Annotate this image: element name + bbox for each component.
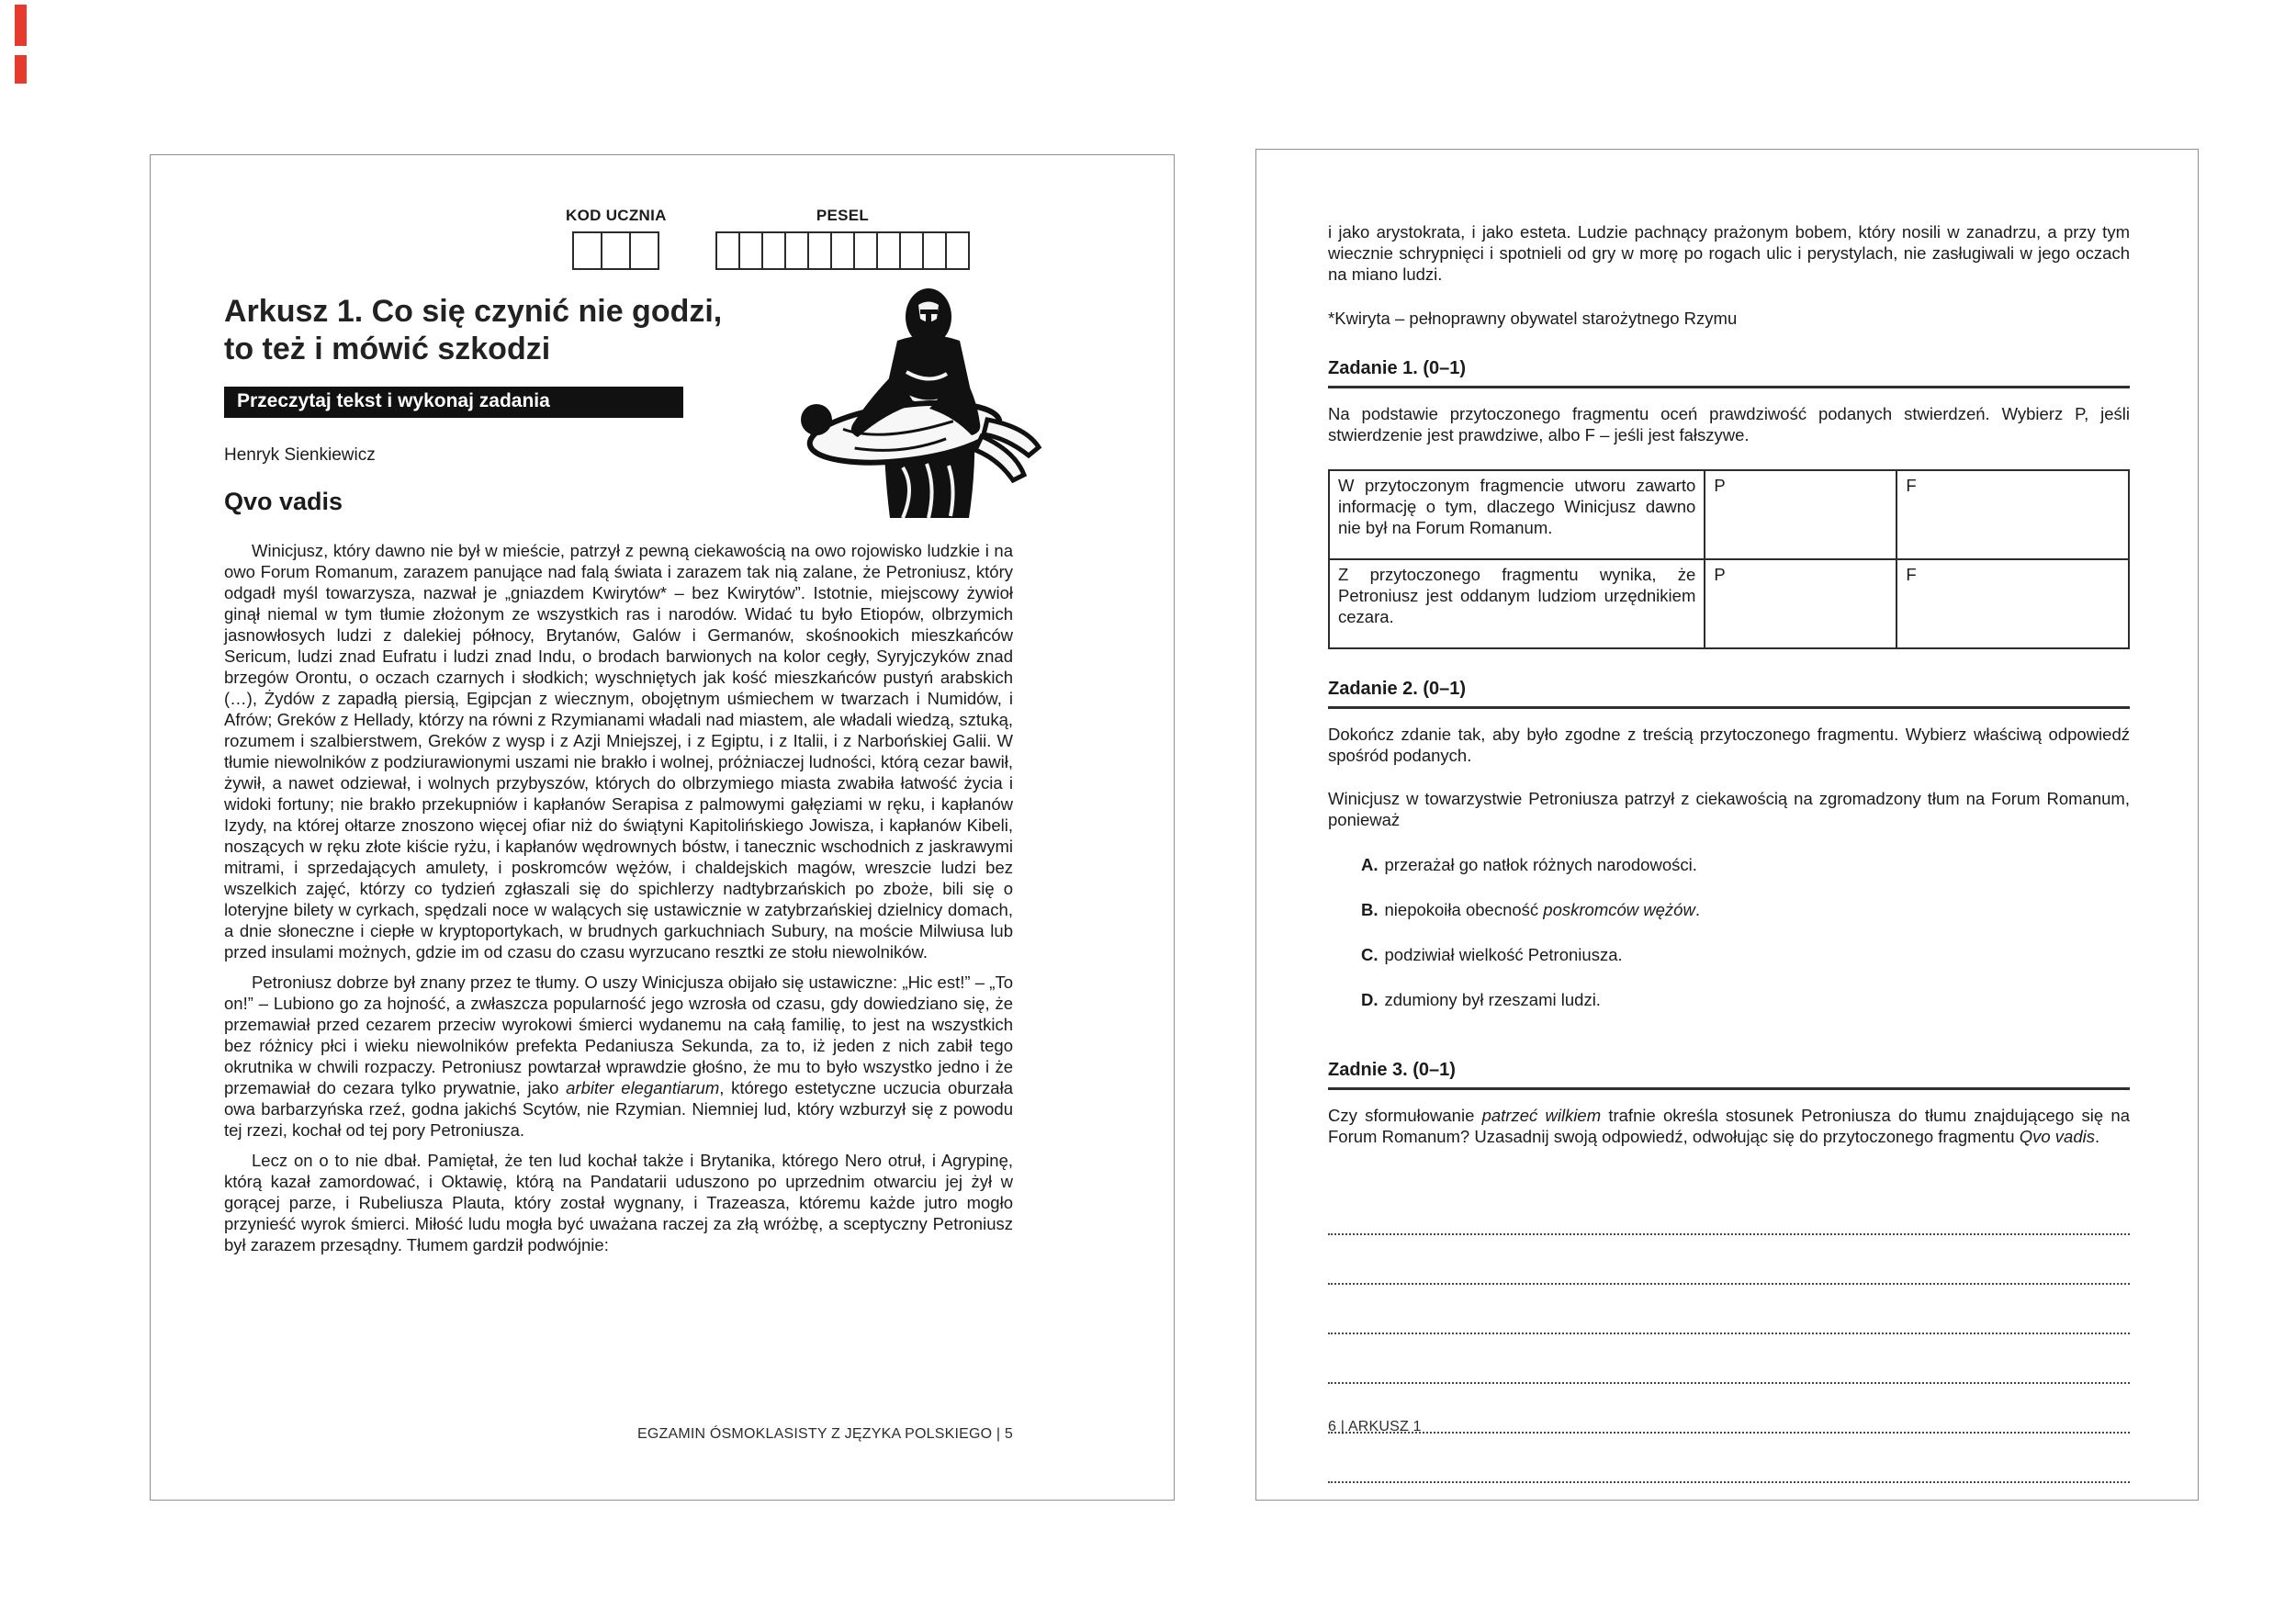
table-row	[1329, 470, 2129, 559]
question-text: trafnie określa stosunek Petroniusza do tłumu znajdującego się na Forum Romanum? Uzasadnij swoją odpowiedź, odwołując się do przytoczonego fragmentu	[1328, 1106, 2130, 1146]
option-text: zdumiony był rzeszami ludzi.	[1384, 990, 1601, 1009]
instruction-banner: Przeczytaj tekst i wykonaj zadania	[224, 387, 683, 418]
pesel-cell	[807, 231, 832, 270]
exam-page-5	[150, 154, 1175, 1501]
kod-ucznia-label: KOD UCZNIA	[566, 207, 667, 224]
answer-option-a[interactable]	[1328, 854, 2130, 875]
answer-line[interactable]	[1328, 1186, 2130, 1235]
option-text-italic: poskromców wężów	[1543, 900, 1695, 919]
exam-page-6	[1255, 149, 2199, 1501]
written-answer-area[interactable]	[1328, 1186, 2130, 1483]
statement-cell: Z przytoczonego fragmentu wynika, że Petroniusz jest oddanym ludziom urzędnikiem cezara.	[1329, 559, 1705, 648]
answer-option-b[interactable]	[1328, 899, 2130, 920]
code-cell	[601, 231, 631, 270]
option-text: niepokoiła obecność	[1384, 900, 1544, 919]
true-false-table	[1328, 469, 2130, 649]
work-title: Qvo vadis	[224, 488, 343, 515]
code-cell	[572, 231, 602, 270]
sheet-title-line-1: Arkusz 1. Co się czynić nie godzi,	[224, 294, 723, 329]
pesel-label: PESEL	[816, 207, 870, 224]
pesel-cell	[715, 231, 740, 270]
pesel-boxes	[715, 231, 970, 270]
pesel-cell	[761, 231, 786, 270]
sheet-title-line-2: to też i mówić szkodzi	[224, 332, 551, 366]
kod-ucznia-boxes	[566, 231, 667, 270]
right-page-content	[1328, 221, 2130, 1483]
option-letter: A.	[1361, 855, 1379, 874]
red-edge-mark	[15, 5, 27, 46]
paragraph-2-text: Petroniusz dobrze był znany przez te tłumy. O uszy Winicjusza obijało się ustawiczne: „Hic est!” – „To on!” – Lubiono go za hojność, a zwłaszcza popularność jego wzrosła od czasu, gdy dowiedziano się, że przemawiał przed cezarem przeciw wyrokowi śmierci wydanemu na całą familię, to jest na wszystkich bez różnicy płci i wieku niewolników prefekta Pedaniusza Sekunda, za to, iż jeden z nich zabił tego okrutnika w chwili rozpaczy. Petroniusz powtarzał wprawdzie głośno, że mu to było wszystko jedno i że przemawiał do cezara tylko prywatnie, jako	[224, 973, 1013, 1097]
answer-option-c[interactable]	[1328, 944, 2130, 965]
author-name: Henryk Sienkiewicz	[224, 445, 376, 465]
answer-line[interactable]	[1328, 1384, 2130, 1434]
question-text: .	[2094, 1127, 2100, 1146]
task-2-instruction: Dokończ zdanie tak, aby było zgodne z treścią przytoczonego fragmentu. Wybierz właściwą odpowiedź spośród podanych.	[1328, 725, 2130, 765]
pesel-cell	[945, 231, 970, 270]
red-edge-mark	[15, 55, 27, 84]
pesel-cell	[853, 231, 878, 270]
false-option-cell[interactable]: F	[1896, 559, 2129, 648]
answer-option-d[interactable]	[1328, 989, 2130, 1010]
pesel-cell	[738, 231, 763, 270]
latin-phrase-italic: arbiter elegantiarum	[566, 1078, 720, 1097]
true-option-cell[interactable]: P	[1705, 470, 1896, 559]
task-2-stem: Winicjusz w towarzystwie Petroniusza patrzył z ciekawością na zgromadzony tłum na Forum Romanum, ponieważ	[1328, 789, 2130, 829]
table-row	[1329, 559, 2129, 648]
left-page-footer: EGZAMIN ÓSMOKLASISTY Z JĘZYKA POLSKIEGO | 5	[636, 1426, 1013, 1442]
excerpt-paragraph-2	[224, 972, 1013, 1141]
question-text: Czy sformułowanie	[1328, 1106, 1482, 1125]
task-2-heading: Zadanie 2. (0–1)	[1328, 679, 2130, 709]
idiom-italic: patrzeć wilkiem	[1481, 1106, 1602, 1125]
task-1-instruction: Na podstawie przytoczonego fragmentu oceń prawdziwość podanych stwierdzeń. Wybierz P, jeśli stwierdzenie jest prawdziwe, albo F – jeśli jest fałszywe.	[1328, 404, 2130, 444]
option-text: .	[1694, 900, 1700, 919]
statement-cell: W przytoczonym fragmencie utworu zawarto informację o tym, dlaczego Winicjusz dawno nie był na Forum Romanum.	[1329, 470, 1705, 559]
option-text: przerażał go natłok różnych narodowości.	[1384, 855, 1697, 874]
pesel-cell	[899, 231, 924, 270]
paragraph-2-text: , którego estetyczne uczucia oburzała owa barbarzyńska rzeź, godna jakichś Scytów, nie Rzymian. Niemniej lud, który wzburzył się z powodu tej rzezi, kochał od tej pory Petroniusza.	[224, 1078, 1013, 1140]
pesel-cell	[830, 231, 855, 270]
option-text: podziwiał wielkość Petroniusza.	[1384, 945, 1623, 964]
excerpt-paragraph-3: Lecz on o to nie dbał. Pamiętał, że ten lud kochał także i Brytanika, którego Nero otruł, i Agrypinę, którą kazał zamordować, i Oktawię, którą na Pandatarii uduszono po uprzednim otwarciu jej żył w gorącej parze, i Rubeliusza Plauta, który został wygnany, i Trazeasza, któremu każde jutro mogło przynieść wyrok śmierci. Miłość ludu mogła być uważana raczej za złą wróżbę, a sceptyczny Petroniusz był zarazem przesądny. Tłumem gardził podwójnie:	[224, 1151, 1013, 1254]
answer-line[interactable]	[1328, 1285, 2130, 1334]
true-option-cell[interactable]: P	[1705, 559, 1896, 648]
work-title-italic: Qvo vadis	[2019, 1127, 2095, 1146]
kwiryta-footnote: *Kwiryta – pełnoprawny obywatel starożytnego Rzymu	[1328, 309, 1738, 328]
answer-line[interactable]	[1328, 1235, 2130, 1285]
option-letter: D.	[1361, 990, 1379, 1009]
code-cell	[629, 231, 659, 270]
excerpt-continuation-paragraph: i jako arystokrata, i jako esteta. Ludzie pachnący prażonym bobem, który nosili w zanadrzu, a przy tym wiecznie schrypnięci i spotnieli od gry w morę po rogach ulic i perystylach, nie zasługiwali w jego oczach na miano ludzi.	[1328, 222, 2130, 284]
pesel-block	[715, 207, 970, 270]
false-option-cell[interactable]: F	[1896, 470, 2129, 559]
right-page-footer: 6 | ARKUSZ 1	[1328, 1419, 1422, 1434]
excerpt-paragraph-1: Winicjusz, który dawno nie był w mieście, patrzył z pewną ciekawością na owo rojowisko ludzkie i na owo Forum Romanum, zarazem panujące nad falą świata i zarazem tak nią zalane, że Petroniusz, który odgadł myśl towarzysza, nazwał je „gniazdem Kwirytów* – bez Kwirytów”. Istotnie, miejscowy żywioł ginął niemal w tym tłumie złożonym ze wszystkich ras i narodów. Widać tu było Etiopów, olbrzymich jasnowłosych ludzi z dalekiej północy, Brytanów, Galów i Germanów, skośnookich mieszkańców Sericum, ludzi znad Eufratu i ludzi znad Indu, o brodach barwionych na kolor cegły, Syryjczyków znad brzegów Orontu, o oczach czarnych i słodkich; wyschniętych jak kość mieszkańców pustyń arabskich (…), Żydów z zapadłą piersią, Egipcjan z wiecznym, obojętnym uśmiechem w twarzach i Numidów, i Afrów; Greków z Hellady, którzy na równi z Rzymianami władali nad miastem, ale władali wiedzą, sztuką, rozumem i szalbierstwem, Greków z wysp i z Azji Mniejszej, i z Egiptu, i z Italii, i z Narbońskiej Galii. W tłumie niewolników z podziurawionymi uszami nie brakło i wolnej, próżniaczej ludności, którą cezar bawił, żywił, a nawet odziewał, i wolnych przybyszów, których do olbrzymiego miasta zwabiła łatwość życia i widoki fortuny; nie brakło przekupniów i kapłanów Serapisa z palmowymi gałęziami w ręku, i kapłanów Izydy, na której ołtarze znoszono więcej ofiar niż do świątyni Kapitolińskiego Jowisza, i kapłanów Kibeli, noszących w ręku złote kiście ryżu, i kapłanów wędrownych bóstw, i tanecznic wschodnich z jaskrawymi mitrami, i sprzedających amulety, i poskromców wężów, i chaldejskich magów, wreszcie ludzi bez wszelkich zajęć, którzy co tydzień zgłaszali się do spichlerzy nadtybrzańskich po zboże, bili się o loteryjne bilety w cyrkach, spędzali noce w walących się ustawicznie w zatybrzańskiej dzielnicy domach, a dnie słoneczne i ciepłe w kryptoportykach, w brudnych garkuchniach Subury, na moście Milwiusa lub przed insulami możnych, gdzie im od czasu do czasu wyrzucano resztki ze stołu niewolników.	[224, 541, 1013, 962]
pesel-cell	[876, 231, 901, 270]
answer-line[interactable]	[1328, 1434, 2130, 1483]
pesel-cell	[922, 231, 947, 270]
student-code-block	[566, 207, 667, 270]
option-letter: B.	[1361, 900, 1379, 919]
pesel-cell	[784, 231, 809, 270]
answer-line[interactable]	[1328, 1334, 2130, 1384]
task-3-heading: Zadnie 3. (0–1)	[1328, 1060, 2130, 1090]
task-3-question	[1328, 1105, 2130, 1147]
illustration-man-carrying-woman	[789, 284, 1044, 518]
task-1-heading: Zadanie 1. (0–1)	[1328, 358, 2130, 388]
option-letter: C.	[1361, 945, 1379, 964]
